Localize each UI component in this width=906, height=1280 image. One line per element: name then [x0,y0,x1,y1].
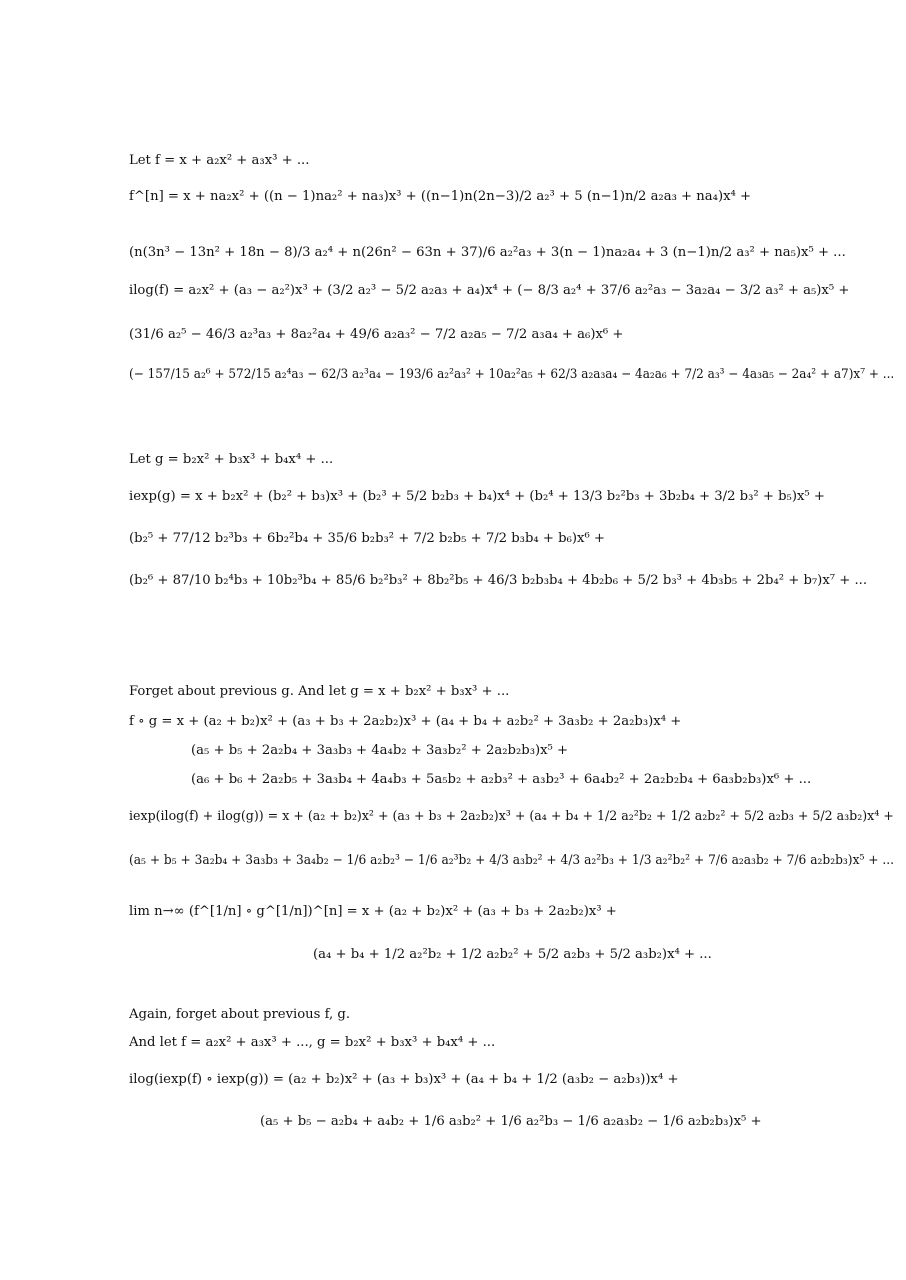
line-again-forget: Again, forget about previous f, g. [129,1007,351,1022]
line-ilog-iexp: ilog(iexp(f) ∘ iexp(g)) = (a₂ + b₂)x² + (a₃ + b₃)x³ + (a₄ + b₄ + 1/2 (a₃b₂ − a₂b₃))x⁴ + [129,1072,679,1087]
line-f-compose-g: f ∘ g = x + (a₂ + b₂)x² + (a₃ + b₃ + 2a₂b₂)x³ + (a₄ + b₄ + a₂b₂² + 3a₃b₂ + 2a₂b₃)x⁴ + [129,714,682,729]
line-let-f: Let f = x + a₂x² + a₃x³ + ... [129,153,310,168]
line-forget-g: Forget about previous g. And let g = x + b₂x² + b₃x³ + ... [129,684,510,699]
line-ilog-f-cont1: (31/6 a₂⁵ − 46/3 a₂³a₃ + 8a₂²a₄ + 49/6 a₂a₃² − 7/2 a₂a₅ − 7/2 a₃a₄ + a₆)x⁶ + [129,327,624,342]
line-iexp-ilog-sum-cont: (a₅ + b₅ + 3a₂b₄ + 3a₃b₃ + 3a₄b₂ − 1/6 a₂b₂³ − 1/6 a₂³b₂ + 4/3 a₃b₂² + 4/3 a₂²b₃ + 1/3 a₂²b₂² + 7/6 a₂a₃b₂ + 7/6 a₂b₂b₃)x⁵ + ... [129,853,894,868]
line-iexp-g-cont2: (b₂⁶ + 87/10 b₂⁴b₃ + 10b₂³b₄ + 85/6 b₂²b₃² + 8b₂²b₅ + 46/3 b₂b₃b₄ + 4b₂b₆ + 5/2 b₃³ + 4b₃b₅ + 2b₄² + b₇)x⁷ + ... [129,573,868,588]
line-limit-cont: (a₄ + b₄ + 1/2 a₂²b₂ + 1/2 a₂b₂² + 5/2 a₂b₃ + 5/2 a₃b₂)x⁴ + ... [313,947,712,962]
line-let-g: Let g = b₂x² + b₃x³ + b₄x⁴ + ... [129,452,334,467]
line-limit: lim n→∞ (f^[1/n] ∘ g^[1/n])^[n] = x + (a₂ + b₂)x² + (a₃ + b₃ + 2a₂b₂)x³ + [129,904,617,919]
line-iexp-ilog-sum: iexp(ilog(f) + ilog(g)) = x + (a₂ + b₂)x² + (a₃ + b₃ + 2a₂b₂)x³ + (a₄ + b₄ + 1/2 a₂²b₂ + 1/2 a₂b₂² + 5/2 a₂b₃ + 5/2 a₃b₂)x⁴ + [129,809,894,824]
line-f-iterate: f^[n] = x + na₂x² + ((n − 1)na₂² + na₃)x³ + ((n−1)n(2n−3)/2 a₂³ + 5 (n−1)n/2 a₂a₃ + na₄)x⁴ + [129,189,752,204]
line-iexp-g-cont1: (b₂⁵ + 77/12 b₂³b₃ + 6b₂²b₄ + 35/6 b₂b₃² + 7/2 b₂b₅ + 7/2 b₃b₄ + b₆)x⁶ + [129,531,605,546]
line-let-f-g: And let f = a₂x² + a₃x³ + ..., g = b₂x² + b₃x³ + b₄x⁴ + ... [129,1035,496,1050]
line-iexp-g: iexp(g) = x + b₂x² + (b₂² + b₃)x³ + (b₂³ + 5/2 b₂b₃ + b₄)x⁴ + (b₂⁴ + 13/3 b₂²b₃ + 3b₂b₄ + 3/2 b₃² + b₅)x⁵ + [129,489,825,504]
line-f-iterate-cont: (n(3n³ − 13n² + 18n − 8)/3 a₂⁴ + n(26n² − 63n + 37)/6 a₂²a₃ + 3(n − 1)na₂a₄ + 3 (n−1)n/2 a₃² + na₅)x⁵ + ... [129,245,846,260]
line-ilog-f-cont2: (− 157/15 a₂⁶ + 572/15 a₂⁴a₃ − 62/3 a₂³a₄ − 193/6 a₂²a₃² + 10a₂²a₅ + 62/3 a₂a₃a₄ − 4a₂a₆ + 7/2 a₃³ − 4a₃a₅ − 2a₄² + a7)x⁷ + ... [129,367,895,382]
line-ilog-iexp-cont: (a₅ + b₅ − a₂b₄ + a₄b₂ + 1/6 a₃b₂² + 1/6 a₂²b₃ − 1/6 a₂a₃b₂ − 1/6 a₂b₂b₃)x⁵ + [260,1114,762,1129]
line-f-compose-g-cont2: (a₆ + b₆ + 2a₂b₅ + 3a₃b₄ + 4a₄b₃ + 5a₅b₂ + a₂b₃² + a₃b₂³ + 6a₄b₂² + 2a₂b₂b₄ + 6a₃b₂b₃)x⁶ + ... [191,772,812,787]
line-f-compose-g-cont1: (a₅ + b₅ + 2a₂b₄ + 3a₃b₃ + 4a₄b₂ + 3a₃b₂² + 2a₂b₂b₃)x⁵ + [191,743,569,758]
line-ilog-f: ilog(f) = a₂x² + (a₃ − a₂²)x³ + (3/2 a₂³ − 5/2 a₂a₃ + a₄)x⁴ + (− 8/3 a₂⁴ + 37/6 a₂²a₃ − 3a₂a₄ − 3/2 a₃² + a₅)x⁵ + [129,283,850,298]
